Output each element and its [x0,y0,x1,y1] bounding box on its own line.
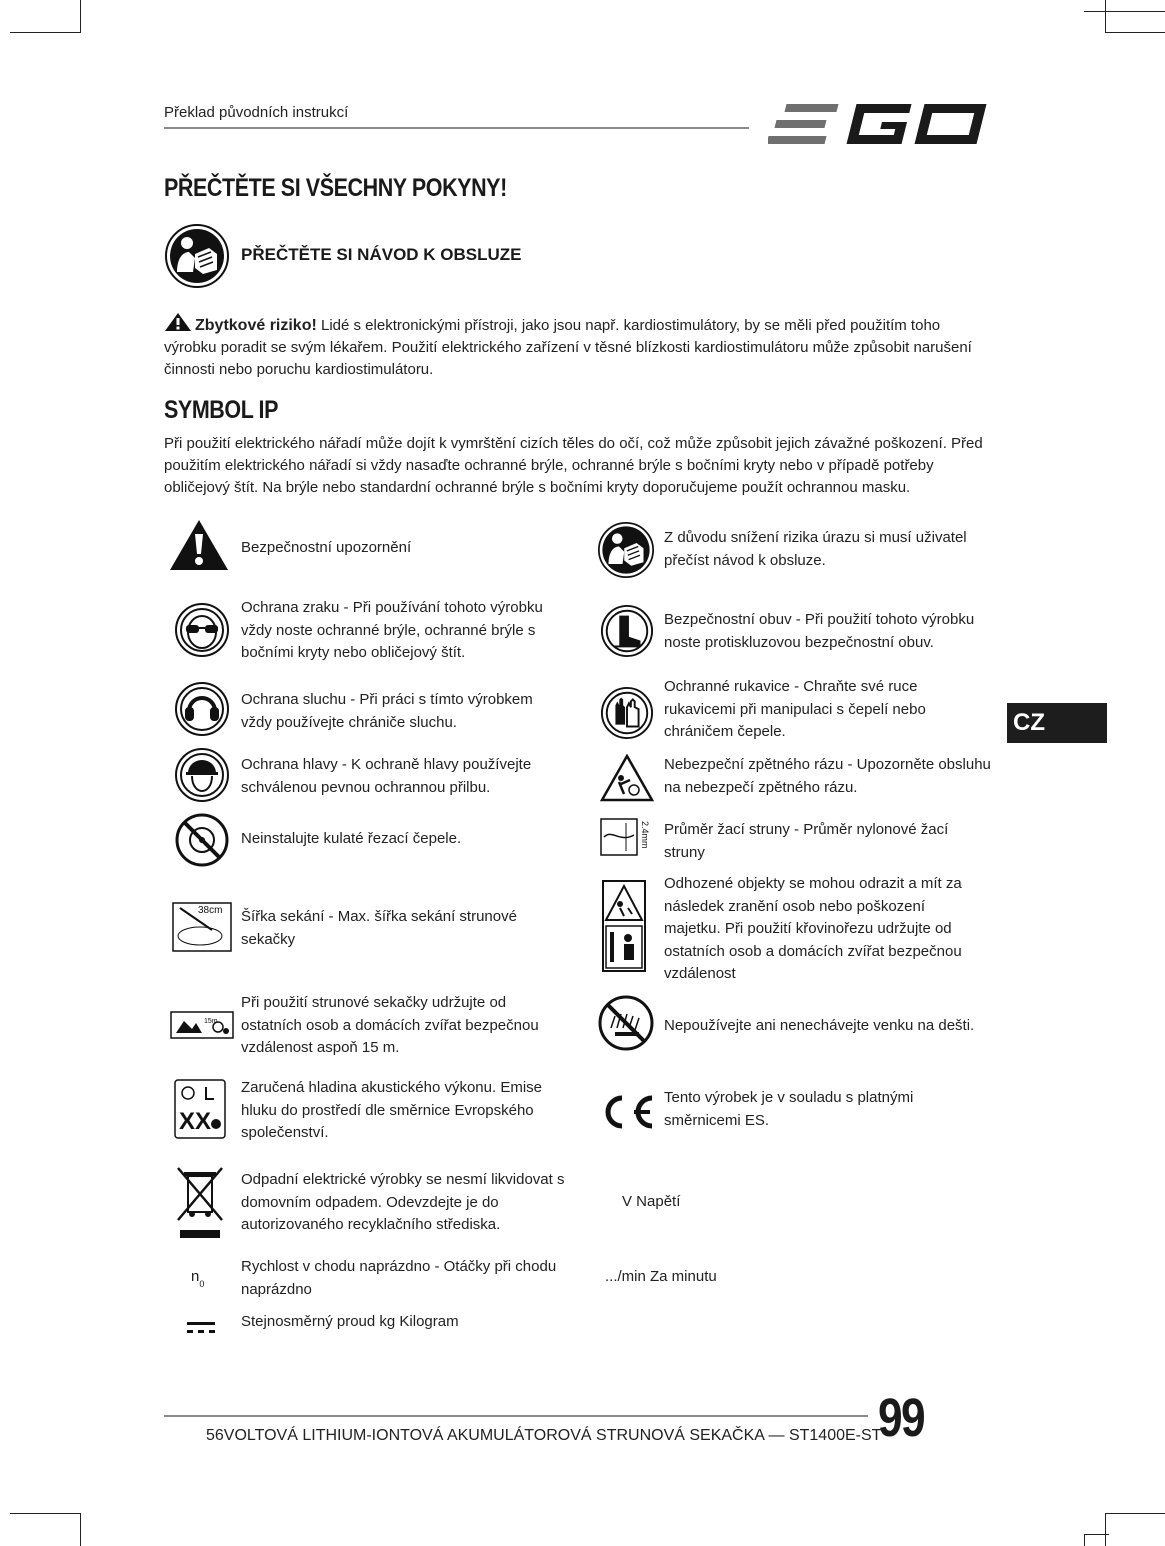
ear-protection-icon [174,681,230,737]
keep-distance-15m-icon [170,1011,234,1039]
head-protection-icon [174,747,230,803]
symbol-text-no-load-speed: Rychlost v chodu naprázdno - Otáčky při chodu naprázdno [241,1258,557,1298]
crop-mark-bl-h [10,1513,80,1514]
page-number: 99 [878,1388,924,1448]
warning-triangle-icon [168,518,230,572]
symbol-text-cutting-width: Šířka sekání - Max. šířka sekání strunové sekačky [241,908,517,948]
symbol-text-line-diameter: Průměr žací struny - Průměr nylonové žací struny [664,821,949,861]
line-diameter-value: 2.4mm [640,821,650,849]
residual-risk-paragraph [164,312,994,381]
residual-risk-text: Lidé s elektronickými přístroji, jako jsou např. kardiostimulátory, by se měli před použitím toho výrobku poradit se svým lékařem. Použití elektrického zařízení v těsné blízkosti kardiostimulátoru může způsobit narušení činnosti nebo poruchu kardiostimulátoru. [164,317,972,378]
crop-mark-br-h2 [1084,1534,1109,1535]
no-load-speed-symbol: n [191,1268,200,1285]
crop-mark-tr-h [1084,11,1165,12]
no-load-speed-icon [191,1268,204,1289]
symbol-text-keep-distance: Při použití strunové sekačky udržujte od ostatních osob a domácích zvířat bezpečnou vzdálenost aspoň 15 m. [241,994,539,1056]
crop-mark-br-v2 [1084,1534,1085,1546]
language-tab-cz: CZ [1007,703,1107,743]
residual-risk-label: Zbytkové riziko! [195,317,317,334]
symbol-text-no-round-blades: Neinstalujte kulaté řezací čepele. [241,830,462,847]
crop-mark-tr-h2 [1105,32,1165,33]
symbol-text-per-minute: .../min Za minutu [605,1268,717,1285]
read-manual-label: PŘEČTĚTE SI NÁVOD K OBSLUZE [241,245,522,264]
read-manual-icon [165,224,229,288]
read-manual-icon [598,522,654,578]
cutting-width-icon [172,902,232,952]
symbol-text-ear-protection: Ochrana sluchu - Při práci s tímto výrobkem vždy používejte chrániče sluchu. [241,691,533,731]
symbol-text-head-protection: Ochrana hlavy - K ochraně hlavy používejte schválenou pevnou ochrannou přilbu. [241,756,532,796]
page-title: PŘEČTĚTE SI VŠECHNY POKYNY! [164,174,507,202]
warning-triangle-icon [164,312,192,332]
no-round-blades-icon [174,812,230,868]
ce-mark-icon [598,1094,656,1130]
no-load-speed-subscript: 0 [199,1279,205,1289]
symbol-text-thrown-objects: Odhozené objekty se mohou odrazit a mít za následek zranění osob nebo poškození majetku. Při použití křovinořezu udržujte od ostatních osob a domácích zvířat bezpečnou vzdálenost [664,875,962,982]
crop-mark-tl-h [10,32,80,33]
weee-bin-icon [174,1164,226,1242]
symbol-text-sound-power: Zaručená hladina akustického výkonu. Emise hluku do prostředí dle směrnice Evropského společenství. [241,1079,542,1141]
footer-rule [164,1415,868,1417]
ego-logo [768,98,992,154]
symbol-text-safety-alert: Bezpečnostní upozornění [241,539,412,556]
no-rain-icon [597,994,655,1052]
ip-heading: SYMBOL IP [164,396,279,424]
ip-paragraph: Při použití elektrického nářadí může dojít k vymrštění cizích těles do očí, což může způsobit jejich závažné poškození. Před použitím elektrického nářadí si vždy nasaďte ochranné brýle, ochranné brýle s bočními kryty nebo v případě potřeby obličejový štít. Na brýle nebo standardní ochranné brýle s bočními kryty doporučujeme použít ochrannou masku. [164,435,983,496]
eye-protection-icon [174,602,230,658]
line-diameter-icon [600,815,654,859]
header-subtitle: Překlad původních instrukcí [164,104,349,121]
crop-mark-br-v [1105,1513,1106,1546]
symbol-text-no-rain: Nepoužívejte ani nenechávejte venku na dešti. [664,1017,975,1034]
header-rule [164,127,749,129]
symbol-text-kickback: Nebezpeční zpětného rázu - Upozorněte obsluhu na nebezpečí zpětného rázu. [664,756,991,796]
direct-current-icon [187,1320,215,1334]
symbol-text-footwear: Bezpečnostní obuv - Při použití tohoto výrobku noste protiskluzovou bezpečnostní obuv. [664,611,975,651]
footer-product-title: 56VOLTOVÁ LITHIUM-IONTOVÁ AKUMULÁTOROVÁ STRUNOVÁ SEKAČKA — ST1400E-ST [206,1427,882,1444]
thrown-objects-icon [602,880,646,972]
symbol-text-direct-current: Stejnosměrný proud kg Kilogram [241,1313,459,1330]
crop-mark-tl-v [80,0,81,33]
symbol-text-voltage: V Napětí [622,1193,681,1210]
protective-gloves-icon [600,686,654,740]
kickback-warning-icon [600,754,654,802]
crop-mark-tr-v [1105,0,1106,33]
symbol-text-read-manual: Z důvodu snížení rizika úrazu si musí uživatel přečíst návod k obsluze. [664,529,967,569]
sound-power-value: XX [179,1108,212,1135]
safety-footwear-icon [600,604,654,658]
crop-mark-br-h [1105,1513,1165,1514]
symbol-text-eye-protection: Ochrana zraku - Při používání tohoto výrobku vždy noste ochranné brýle, ochranné brýle s bočními kryty nebo obličejový štít. [241,599,543,661]
symbol-text-ce: Tento výrobek je v souladu s platnými směrnicemi ES. [664,1089,914,1129]
keep-distance-value: 15m [204,1018,218,1025]
cutting-width-value: 38cm [198,905,223,916]
crop-mark-bl-v [80,1513,81,1546]
sound-power-icon [174,1079,226,1139]
symbol-text-gloves: Ochranné rukavice - Chraňte své ruce rukavicemi při manipulaci s čepelí nebo chráničem čepele. [664,678,926,740]
symbol-text-weee: Odpadní elektrické výrobky se nesmí likvidovat s domovním odpadem. Odevzdejte je do autorizovaného recyklačního střediska. [241,1171,565,1233]
